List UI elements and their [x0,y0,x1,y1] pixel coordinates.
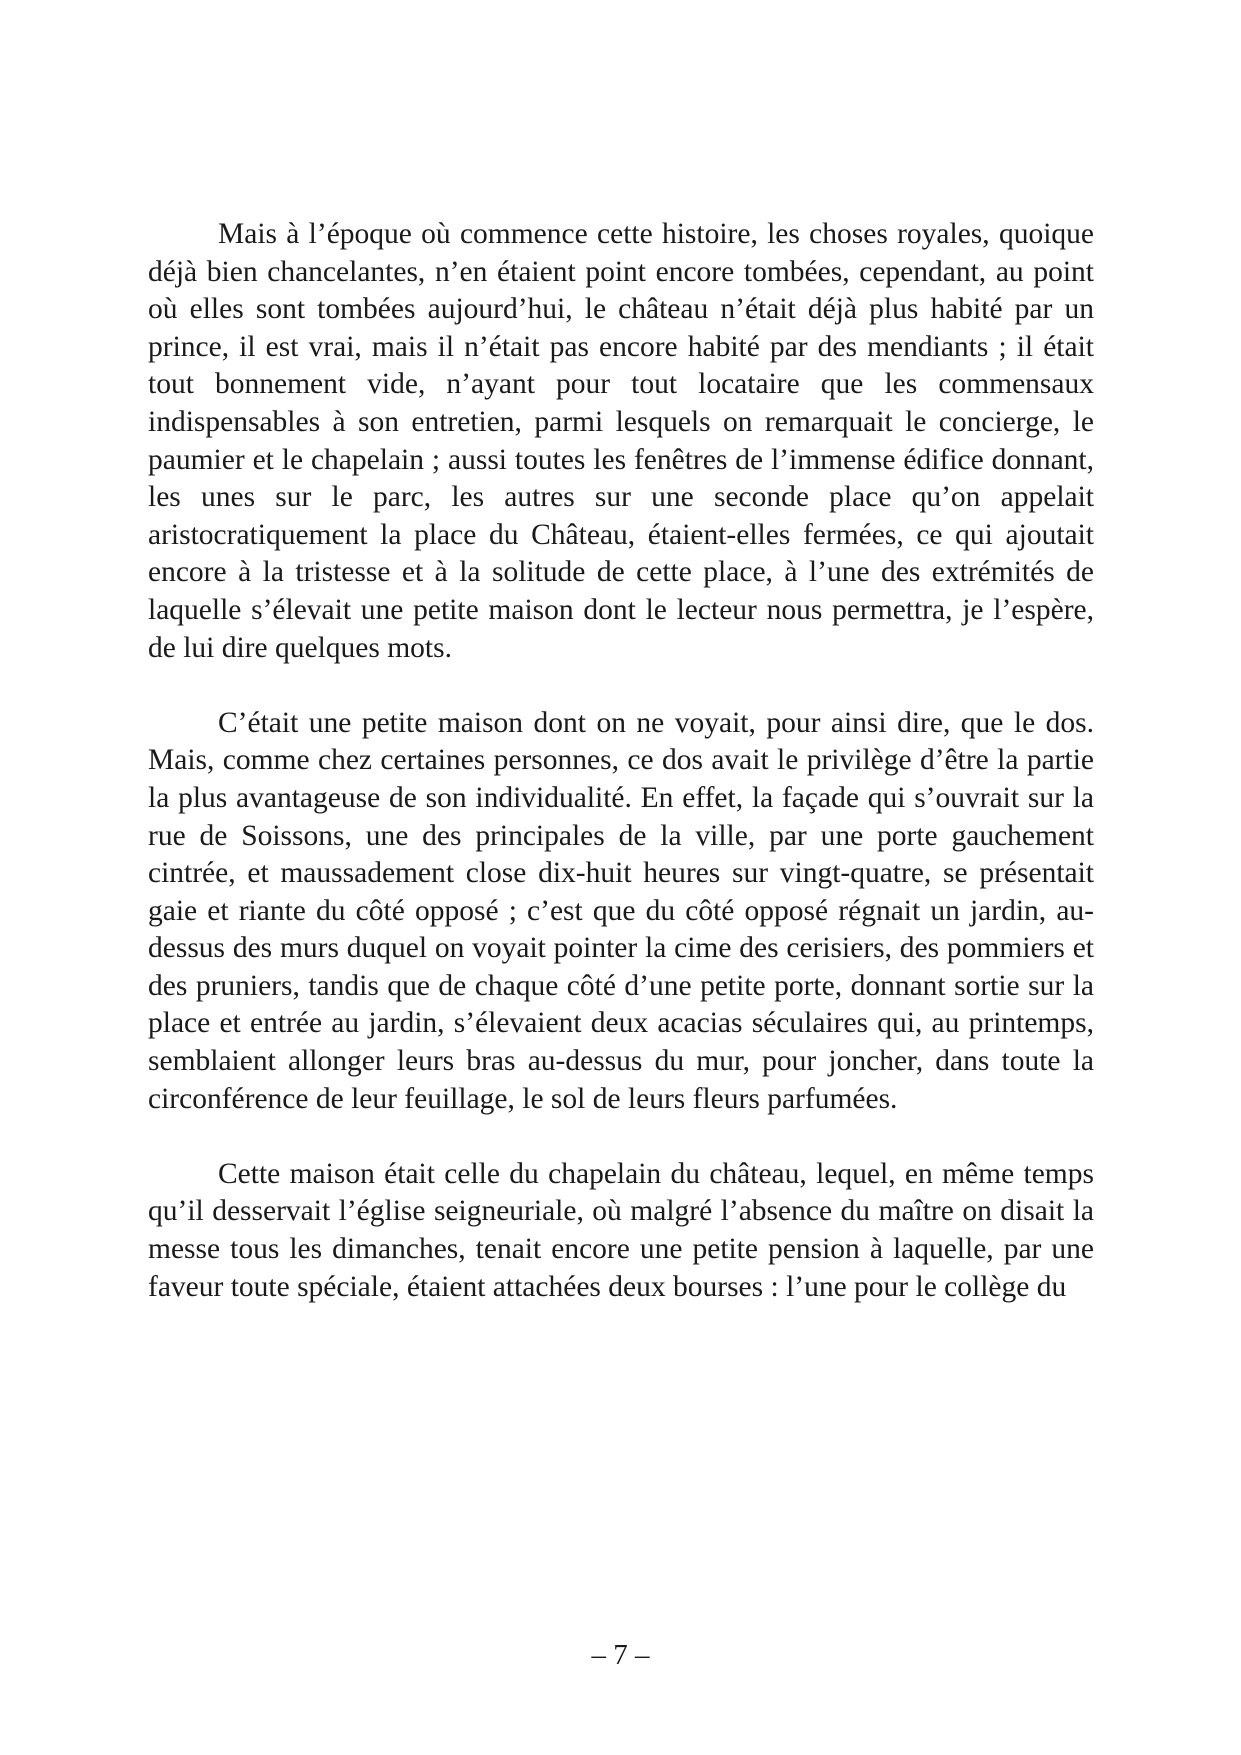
paragraph-1: Mais à l’époque où commence cette histoire, les choses royales, quoique déjà bien chancelantes, n’en étaient point encore tombées, cependant, au point où elles sont tombées aujourd’hui, le château n’était déjà plus habité par un prince, il est vrai, mais il n’était pas encore habité par des mendiants ; il était tout bonnement vide, n’ayant pour tout locataire que les commensaux indispensables à son entretien, parmi lesquels on remarquait le concierge, le paumier et le chapelain ; aussi toutes les fenêtres de l’immense édifice donnant, les unes sur le parc, les autres sur une seconde place qu’on appelait aristocratiquement la place du Château, étaient-elles fermées, ce qui ajoutait encore à la tristesse et à la solitude de cette place, à l’une des extrémités de laquelle s’élevait une petite maison dont le lecteur nous permettra, je l’espère, de lui dire quelques mots. [148,218,1094,664]
paragraph-2: C’était une petite maison dont on ne voyait, pour ainsi dire, que le dos. Mais, comme chez certaines personnes, ce dos avait le privilège d’être la partie la plus avantageuse de son individualité. En effet, la façade qui s’ouvrait sur la rue de Soissons, une des principales de la ville, par une porte gauchement cintrée, et maussadement close dix-huit heures sur vingt-quatre, se présentait gaie et riante du côté opposé ; c’est que du côté opposé régnait un jardin, au-dessus des murs duquel on voyait pointer la cime des cerisiers, des pommiers et des pruniers, tandis que de chaque côté d’une petite porte, donnant sortie sur la place et entrée au jardin, s’élevaient deux acacias séculaires qui, au printemps, semblaient allonger leurs bras au-dessus du mur, pour joncher, dans toute la circonférence de leur feuillage, le sol de leurs fleurs parfumées. [148,706,1094,1115]
paragraph-3: Cette maison était celle du chapelain du château, lequel, en même temps qu’il desservait l’église seigneuriale, où malgré l’absence du maître on disait la messe tous les dimanches, tenait encore une petite pension à laquelle, par une faveur toute spéciale, étaient attachées deux bourses : l’une pour le collège du [148,1157,1094,1303]
page-number: – 7 – [591,1639,650,1671]
body-text [148,216,1094,1306]
